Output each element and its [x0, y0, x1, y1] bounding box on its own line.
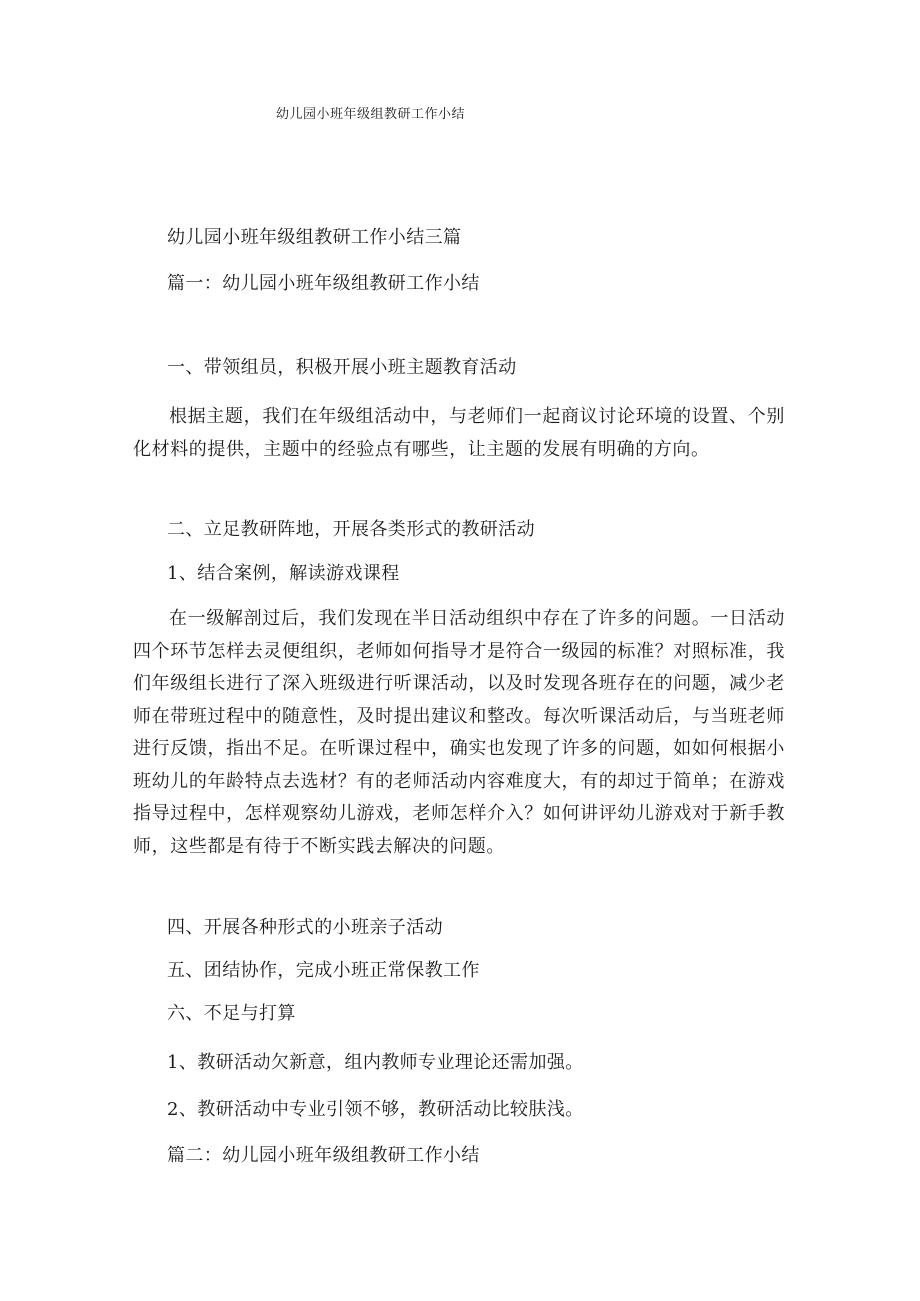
- part1-title: 篇一：幼儿园小班年级组教研工作小结: [167, 273, 480, 294]
- section6-item-2: 2、教研活动中专业引领不够，教研活动比较肤浅。: [167, 1099, 584, 1120]
- section5-heading: 五、团结协作，完成小班正常保教工作: [167, 960, 480, 981]
- section4-heading: 四、开展各种形式的小班亲子活动: [167, 917, 443, 938]
- section2-paragraph: 在一级解剖过后，我们发现在半日活动组织中存在了许多的问题。一日活动四个环节怎样去灵便组织，老师如何指导才是符合一级园的标准？对照标准，我们年级组长进行了深入班级进行听课活动，以及时发现各班存在的问题，减少老师在带班过程中的随意性，及时提出建议和整改。每次听课活动后，与当班老师进行反馈，指出不足。在听课过程中，确实也发现了许多的问题，如如何根据小班幼儿的年龄特点去选材？有的老师活动内容难度大，有的却过于简单；在游戏指导过程中，怎样观察幼儿游戏，老师怎样介入？如何讲评幼儿游戏对于新手教师，这些都是有待于不断实践去解决的问题。: [133, 608, 785, 857]
- section2-heading: 二、立足教研阵地，开展各类形式的教研活动: [167, 519, 535, 540]
- section1-paragraph: 根据主题，我们在年级组活动中，与老师们一起商议讨论环境的设置、个别化材料的提供，主题中的经验点有哪些，让主题的发展有明确的方向。: [133, 406, 785, 460]
- section6-item-1: 1、教研活动欠新意，组内教师专业理论还需加强。: [167, 1052, 584, 1073]
- part2-title: 篇二：幼儿园小班年级组教研工作小结: [167, 1145, 480, 1166]
- section6-heading: 六、不足与打算: [167, 1003, 296, 1024]
- section2-subheading: 1、结合案例，解读游戏课程: [167, 563, 400, 584]
- main-title: 幼儿园小班年级组教研工作小结三篇: [167, 227, 462, 248]
- running-header: 幼儿园小班年级组教研工作小结: [276, 107, 466, 122]
- section1-heading: 一、带领组员，积极开展小班主题教育活动: [167, 357, 517, 378]
